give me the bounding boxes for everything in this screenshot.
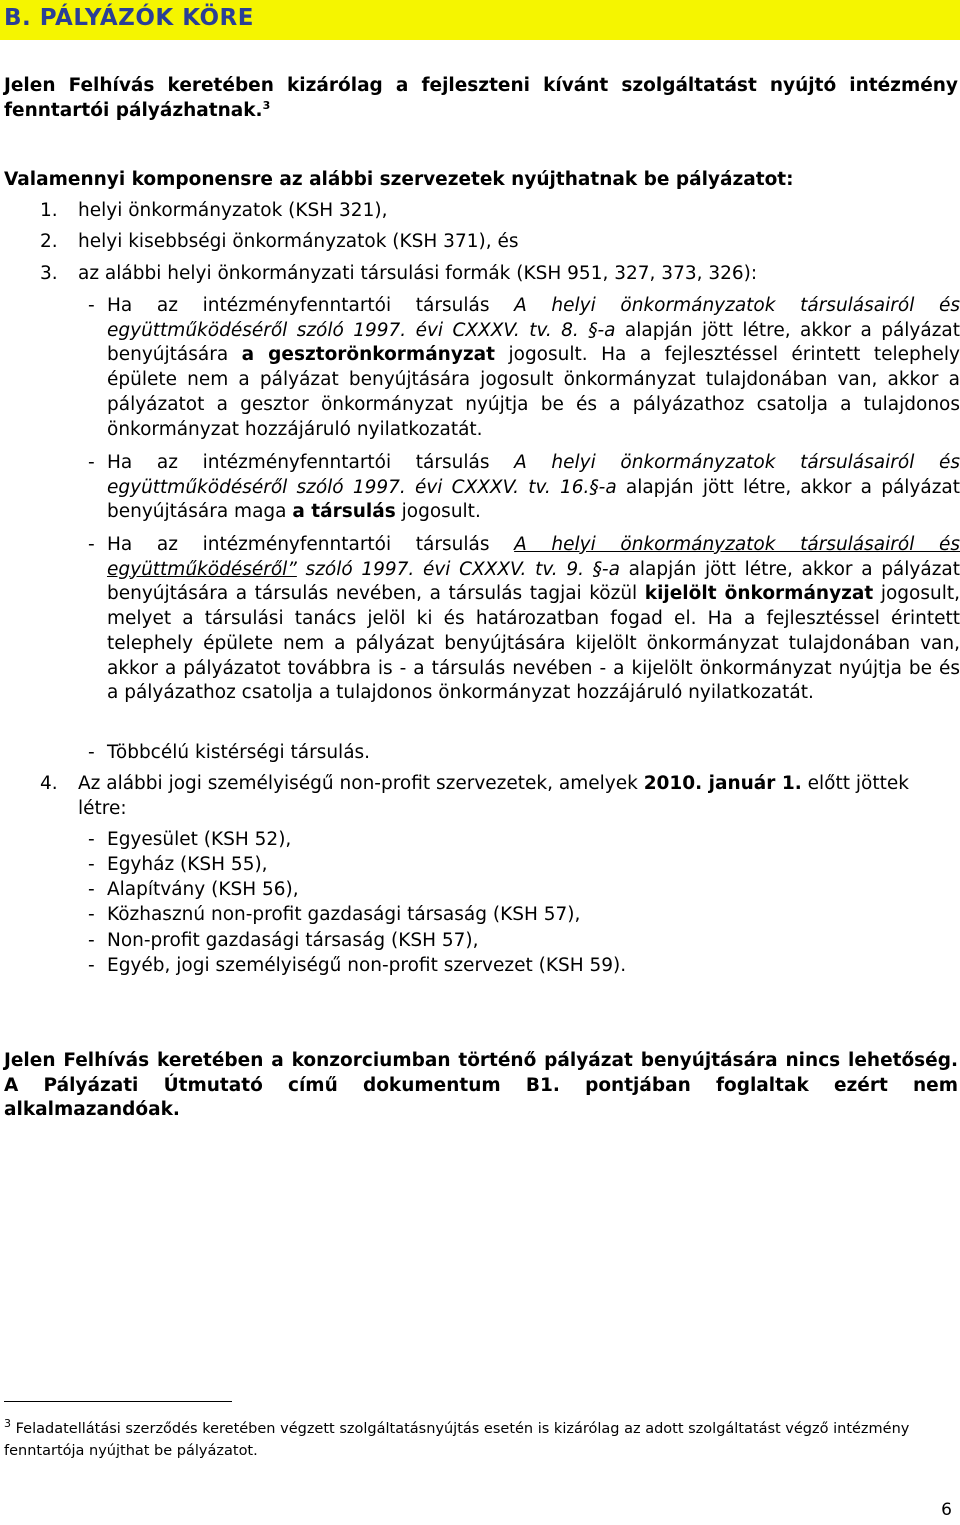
list-number: 4. — [40, 773, 58, 794]
sub-item-text: Non-profit gazdasági társaság (KSH 57), — [107, 930, 479, 951]
closing-paragraph: Jelen Felhívás keretében a konzorciumban történő pályázat benyújtására nincs lehetőség. A Pályázati Útmutató című dokumentum B1. pontjában foglaltak ezért nem alkalmazandóak. — [4, 1050, 958, 1120]
dash-bullet: - — [88, 452, 95, 473]
sub-item: - Közhasznú non-profit gazdasági társaság (KSH 57), — [88, 903, 960, 928]
sub-item-text: Egyház (KSH 55), — [107, 854, 268, 875]
footnote-ref: 3 — [262, 98, 271, 112]
sub-item: - Alapítvány (KSH 56), — [88, 878, 960, 903]
list-item — [40, 262, 960, 287]
footnote-separator — [4, 1401, 232, 1402]
list-item — [40, 199, 960, 224]
sub-item-text: Ha az intézményfenntartói társulás A helyi önkormányzatok társulásairól és együttműködéséről” szóló 1997. évi CXXXV. tv. 9. §-a alapján jött létre, akkor a pályázat benyújtására a társulás nevében, a társulás tagjai közül kijelölt önkormányzat jogosult, melyet a társulási tanács jelöl ki és határozatban fogad el. Ha a fejlesztéssel érintett telephely épülete nem a pályázat benyújtására kijelölt önkormányzat tulajdonában van, akkor a pályázatot továbbra is - a társulás nevében - a kijelölt önkormányzat nyújtja be és a pályázathoz csatolja a tulajdonos önkormányzat hozzájáruló nyilatkozatát. — [107, 534, 960, 704]
footnote-text: Feladatellátási szerződés keretében végzett szolgáltatásnyújtás esetén is kizárólag az adott szolgáltatást végző intézmény fenntartója nyújthat be pályázatot. — [4, 1421, 910, 1459]
sub-item: - Egyház (KSH 55), — [88, 853, 960, 878]
section-title: B. PÁLYÁZÓK KÖRE — [4, 5, 254, 31]
list-number: 2. — [40, 231, 58, 252]
list-text: helyi önkormányzatok (KSH 321), — [78, 200, 388, 221]
page-number: 6 — [941, 1500, 952, 1520]
sub-item-text: Egyesület (KSH 52), — [107, 829, 292, 850]
sub-item — [88, 533, 960, 706]
sub-item — [88, 741, 960, 766]
footnote — [4, 1418, 960, 1462]
dash-bullet: - — [88, 295, 95, 316]
intro-paragraph — [4, 74, 958, 123]
dash-bullet: - — [88, 534, 95, 555]
sub-item — [88, 294, 960, 442]
sub-item-text: Ha az intézményfenntartói társulás A helyi önkormányzatok társulásairól és együttműködéséről szóló 1997. évi CXXXV. tv. 8. §-a alapján jött létre, akkor a pályázat benyújtására a gesztorönkormányzat jogosult. Ha a fejlesztéssel érintett telephely épülete nem a pályázat benyújtására jogosult önkormányzat tulajdonában van, akkor a pályázatot a gesztor önkormányzat nyújtja be és a pályázathoz csatolja a tulajdonos önkormányzat hozzájáruló nyilatkozatát. — [107, 295, 960, 440]
list-number: 3. — [40, 263, 58, 284]
sub-item — [88, 451, 960, 525]
list-text: helyi kisebbségi önkormányzatok (KSH 371), és — [78, 231, 519, 252]
sub-item-text: Többcélú kistérségi társulás. — [107, 742, 371, 763]
section-title-bar — [0, 0, 960, 40]
sub-item-text: Egyéb, jogi személyiségű non-profit szervezet (KSH 59). — [107, 955, 627, 976]
sub-item: - Egyéb, jogi személyiségű non-profit szervezet (KSH 59). — [88, 954, 960, 979]
dash-bullet: - — [88, 742, 95, 763]
sub-item: - Non-profit gazdasági társaság (KSH 57), — [88, 929, 960, 954]
intro-text: Jelen Felhívás keretében kizárólag a fejleszteni kívánt szolgáltatást nyújtó intézmény fenntartói pályázhatnak. — [4, 75, 958, 121]
list-text: az alábbi helyi önkormányzati társulási formák (KSH 951, 327, 373, 326): — [78, 263, 758, 284]
sub-item-text: Ha az intézményfenntartói társulás A helyi önkormányzatok társulásairól és együttműködéséről szóló 1997. évi CXXXV. tv. 16.§-a alapján jött létre, akkor a pályázat benyújtására maga a társulás jogosult. — [107, 452, 960, 523]
components-heading: Valamennyi komponensre az alábbi szervezetek nyújthatnak be pályázatot: — [4, 169, 794, 190]
list-number: 1. — [40, 200, 58, 221]
list-text: Az alábbi jogi személyiségű non-profit szervezetek, amelyek 2010. január 1. előtt jöttek létre: — [78, 773, 909, 819]
sub-item-text: Közhasznú non-profit gazdasági társaság (KSH 57), — [107, 904, 581, 925]
list-item — [40, 230, 960, 255]
footnote-number: 3 — [4, 1417, 11, 1431]
sub-item-text: Alapítvány (KSH 56), — [107, 879, 299, 900]
sub-item: - Egyesület (KSH 52), — [88, 828, 960, 853]
